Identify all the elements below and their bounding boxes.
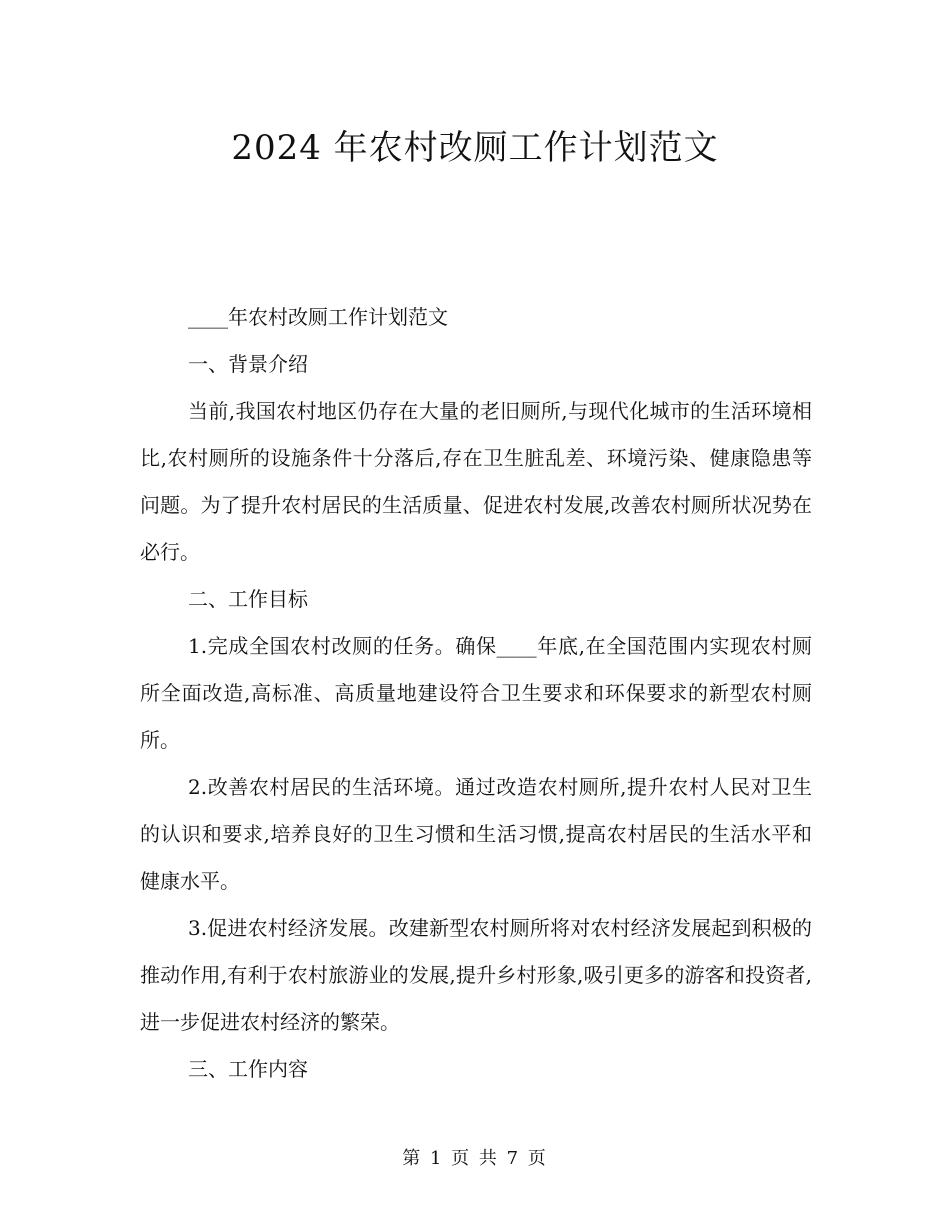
section-heading-background: 一、背景介绍	[188, 352, 308, 376]
section-heading-content: 三、工作内容	[188, 1057, 308, 1081]
document-body	[140, 294, 812, 1093]
subtitle-paragraph: ____年农村改厕工作计划范文	[188, 305, 448, 329]
goal-paragraph-2: 2.改善农村居民的生活环境。通过改造农村厕所,提升农村人民对卫生的认识和要求,培养良好的卫生习惯和生活习惯,提高农村居民的生活水平和健康水平。	[140, 775, 812, 893]
section-heading-goals: 二、工作目标	[188, 587, 308, 611]
page-number-footer: 第 1 页 共 7 页	[402, 1148, 548, 1169]
goal-paragraph-1: 1.完成全国农村改厕的任务。确保____年底,在全国范围内实现农村厕所全面改造,高标准、高质量地建设符合卫生要求和环保要求的新型农村厕所。	[140, 634, 812, 752]
background-paragraph: 当前,我国农村地区仍存在大量的老旧厕所,与现代化城市的生活环境相比,农村厕所的设施条件十分落后,存在卫生脏乱差、环境污染、健康隐患等问题。为了提升农村居民的生活质量、促进农村发展,改善农村厕所状况势在必行。	[140, 399, 812, 564]
document-title: 2024 年农村改厕工作计划范文	[231, 128, 719, 168]
goal-paragraph-3: 3.促进农村经济发展。改建新型农村厕所将对农村经济发展起到积极的推动作用,有利于农村旅游业的发展,提升乡村形象,吸引更多的游客和投资者,进一步促进农村经济的繁荣。	[140, 916, 812, 1034]
